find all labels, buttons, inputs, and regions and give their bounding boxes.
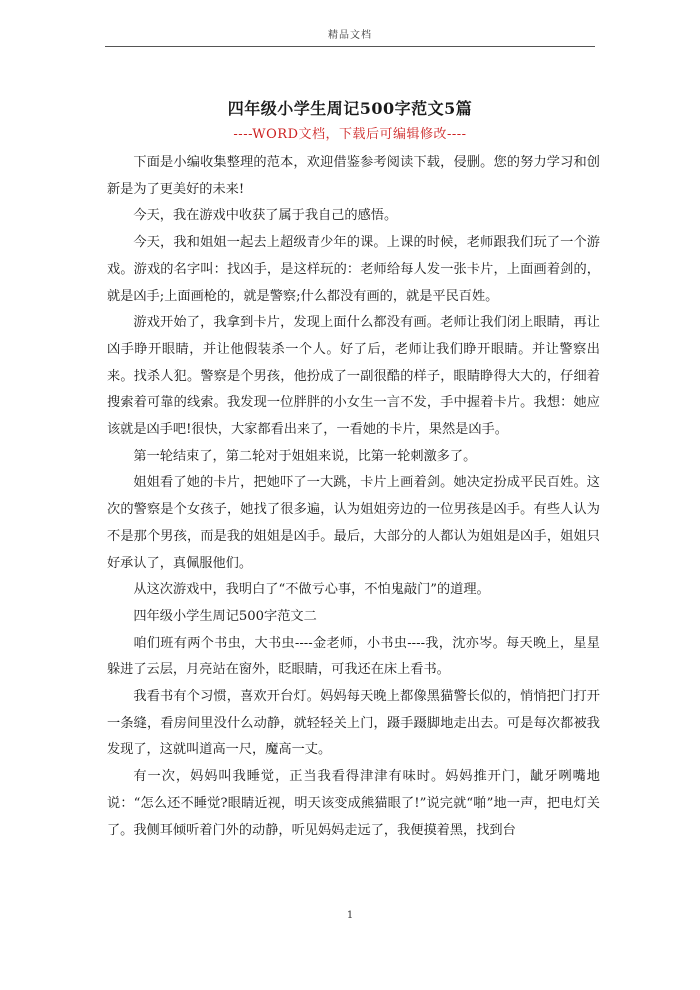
paragraph-3: 游戏开始了，我拿到卡片，发现上面什么都没有画。老师让我们闭上眼睛，再让凶手睁开眼睛，并让他假装杀一个人。好了后，老师让我们睁开眼睛。并让警察出来。找杀人犯。警察是个男孩，他扮成了一副很酷的样子，眼睛睁得大大的，仔细着搜索着可靠的线索。我发现一位胖胖的小女生一言不发，手中握着卡片。我想：她应该就是凶手吧!很快，大家都看出来了，一看她的卡片，果然是凶手。: [107, 315, 600, 438]
header-divider: [105, 46, 595, 47]
section-heading-essay-2: 四年级小学生周记500字范文二: [133, 608, 317, 624]
document-title: 四年级小学生周记500字范文5篇: [227, 99, 473, 118]
paragraph-2: 今天，我和姐姐一起去上超级青少年的课。上课的时候，老师跟我们玩了一个游戏。游戏的名字叫：找凶手，是这样玩的：老师给每人发一张卡片，上面画着剑的，就是凶手;上面画枪的，就是警察;什么都没有画的，就是平民百姓。: [107, 235, 600, 304]
document-subtitle: ----WORD文档，下载后可编辑修改----: [233, 127, 467, 142]
paragraph-4: 第一轮结束了，第二轮对于姐姐来说，比第一轮刺激多了。: [133, 448, 477, 464]
paragraph-9: 我看书有个习惯，喜欢开台灯。妈妈每天晚上都像黑猫警长似的，悄悄把门打开一条缝，看房间里没什么动静，就轻轻关上门，蹑手蹑脚地走出去。可是每次都被我发现了，这就叫道高一尺，魔高一丈。: [107, 689, 600, 758]
page-number: 1: [346, 910, 354, 921]
paragraph-8: 咱们班有两个书虫，大书虫----金老师，小书虫----我，沈亦岑。每天晚上，星星躲进了云层，月亮站在窗外，眨眼睛，可我还在床上看书。: [107, 635, 600, 678]
page-header-label: 精品文档: [328, 30, 372, 41]
paragraph-6: 从这次游戏中，我明白了“不做亏心事，不怕鬼敲门”的道理。: [133, 582, 490, 598]
paragraph-10: 有一次，妈妈叫我睡觉，正当我看得津津有味时。妈妈推开门，龇牙咧嘴地说：“怎么还不睡觉?眼睛近视，明天该变成熊猫眼了!”说完就“啪”地一声，把电灯关了。我侧耳倾听着门外的动静，听见妈妈走远了，我便摸着黑，找到台: [107, 769, 600, 838]
document-body: [107, 150, 600, 844]
paragraph-intro: 下面是小编收集整理的范本，欢迎借鉴参考阅读下载，侵删。您的努力学习和创新是为了更美好的未来!: [107, 155, 600, 197]
paragraph-5: 姐姐看了她的卡片，把她吓了一大跳，卡片上画着剑。她决定扮成平民百姓。这次的警察是个女孩子，她找了很多遍，认为姐姐旁边的一位男孩是凶手。有些人认为不是那个男孩，而是我的姐姐是凶手。最后，大部分的人都认为姐姐是凶手，姐姐只好承认了，真佩服他们。: [107, 475, 600, 571]
paragraph-1: 今天，我在游戏中收获了属于我自己的感悟。: [133, 208, 398, 224]
